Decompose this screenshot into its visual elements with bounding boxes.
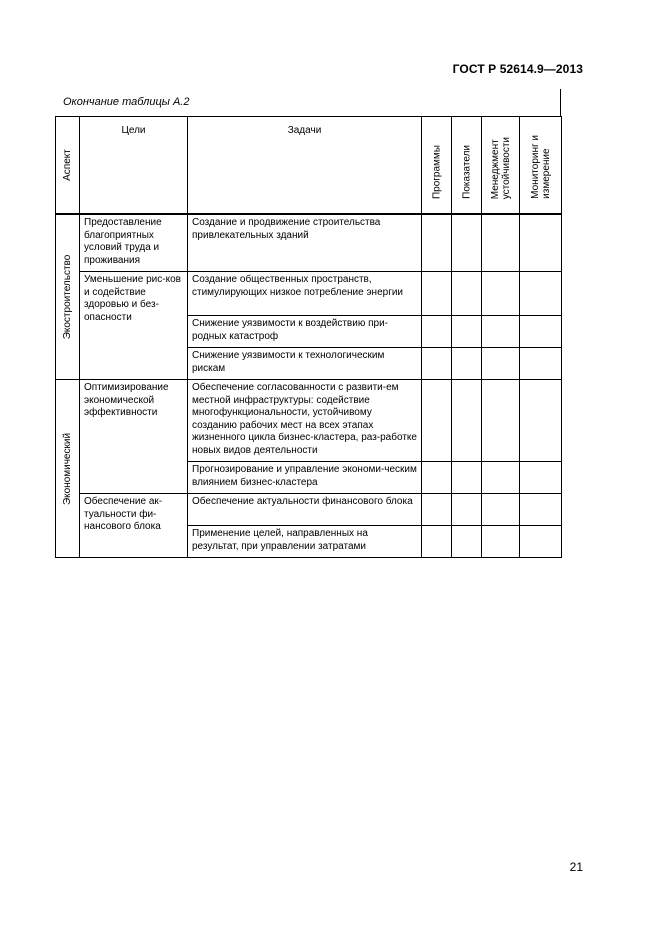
mark-cell [422, 272, 452, 316]
table-row [56, 380, 562, 462]
mark-cell [520, 272, 562, 316]
mark-cell [422, 494, 452, 526]
mark-cell [482, 316, 520, 348]
mark-cell [482, 526, 520, 558]
task-cell: Снижение уязвимости к воздействию при-родных катастроф [188, 316, 422, 348]
task-cell: Создание и продвижение строительства привлекательных зданий [188, 214, 422, 272]
header-management: Менеджмент устойчивости [482, 117, 520, 215]
mark-cell [422, 526, 452, 558]
mark-cell [452, 316, 482, 348]
goal-cell: Оптимизирование экономической эффективности [80, 380, 188, 494]
header-tasks: Задачи [188, 117, 422, 215]
mark-cell [482, 348, 520, 380]
header-programs: Программы [422, 117, 452, 215]
mark-cell [520, 462, 562, 494]
page-number: 21 [569, 860, 583, 874]
mark-cell [520, 380, 562, 462]
mark-cell [520, 494, 562, 526]
table-row [56, 494, 562, 526]
mark-cell [482, 462, 520, 494]
table-top-right-rule [560, 89, 561, 117]
standard-header: ГОСТ Р 52614.9—2013 [452, 62, 583, 76]
header-monitoring: Мониторинг и измерение [520, 117, 562, 215]
mark-cell [452, 272, 482, 316]
goals-tasks-table [55, 116, 562, 558]
table-row [56, 214, 562, 272]
header-aspect: Аспект [56, 117, 80, 215]
mark-cell [422, 348, 452, 380]
mark-cell [422, 380, 452, 462]
mark-cell [482, 494, 520, 526]
mark-cell [520, 316, 562, 348]
mark-cell [422, 316, 452, 348]
mark-cell [520, 214, 562, 272]
aspect-cell-econ: Экономический [56, 380, 80, 558]
mark-cell [452, 348, 482, 380]
mark-cell [452, 462, 482, 494]
mark-cell [452, 214, 482, 272]
mark-cell [482, 272, 520, 316]
mark-cell [452, 380, 482, 462]
goal-cell: Обеспечение ак-туальности фи-нансового блока [80, 494, 188, 558]
goal-cell: Предоставление благоприятных условий труда и проживания [80, 214, 188, 272]
header-indicators: Показатели [452, 117, 482, 215]
header-goals: Цели [80, 117, 188, 215]
task-cell: Снижение уязвимости к технологическим рискам [188, 348, 422, 380]
task-cell: Обеспечение согласованности с развити-ем местной инфраструктуры: содействие многофункциональности, устойчивому созданию рабочих мест на всех этапах жизненного цикла бизнес-кластера, раз-работке новых видов деятельности [188, 380, 422, 462]
mark-cell [422, 462, 452, 494]
mark-cell [482, 214, 520, 272]
task-cell: Прогнозирование и управление экономи-ческим влиянием бизнес-кластера [188, 462, 422, 494]
mark-cell [520, 526, 562, 558]
mark-cell [422, 214, 452, 272]
table-row [56, 272, 562, 316]
mark-cell [452, 494, 482, 526]
task-cell: Создание общественных пространств, стимулирующих низкое потребление энергии [188, 272, 422, 316]
task-cell: Обеспечение актуальности финансового блока [188, 494, 422, 526]
mark-cell [520, 348, 562, 380]
mark-cell [482, 380, 520, 462]
table-caption: Окончание таблицы А.2 [63, 96, 190, 108]
table-header-row [56, 117, 562, 215]
task-cell: Применение целей, направленных на результат, при управлении затратами [188, 526, 422, 558]
mark-cell [452, 526, 482, 558]
aspect-cell-eco: Экостроительство [56, 214, 80, 380]
goal-cell: Уменьшение рис-ков и содействие здоровью и без-опасности [80, 272, 188, 380]
